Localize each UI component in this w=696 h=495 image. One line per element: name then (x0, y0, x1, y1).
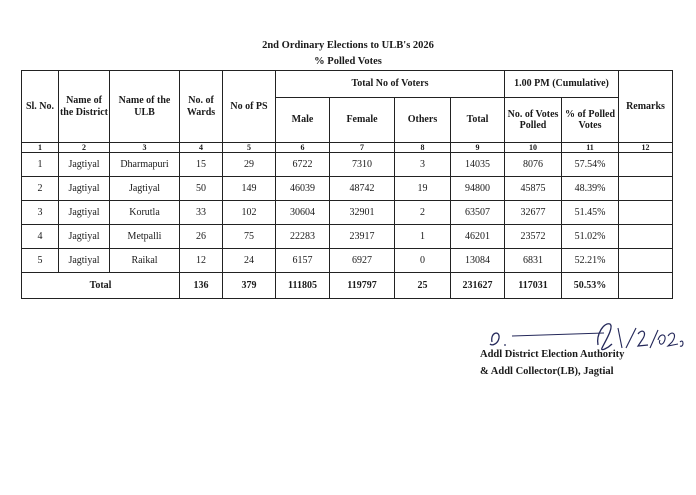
total-wards: 136 (180, 273, 223, 299)
col-group-total-voters: Total No of Voters (276, 71, 505, 98)
totals-label: Total (22, 273, 180, 299)
cell-ps: 149 (223, 177, 276, 201)
cell-male: 46039 (276, 177, 330, 201)
column-number: 9 (451, 143, 505, 153)
cell-votes-polled: 8076 (505, 153, 562, 177)
column-number: 11 (562, 143, 619, 153)
cell-district: Jagtiyal (59, 153, 110, 177)
cell-male: 6722 (276, 153, 330, 177)
col-header-remarks: Remarks (619, 71, 673, 143)
col-header-sl-no: Sl. No. (22, 71, 59, 143)
table-row (22, 249, 673, 273)
cell-wards: 33 (180, 201, 223, 225)
column-number-row (22, 143, 673, 153)
table-row (22, 177, 673, 201)
cell-district: Jagtiyal (59, 201, 110, 225)
cell-others: 0 (395, 249, 451, 273)
col-group-time: 1.00 PM (Cumulative) (505, 71, 619, 98)
cell-pct-polled: 57.54% (562, 153, 619, 177)
cell-votes-polled: 32677 (505, 201, 562, 225)
table-row (22, 225, 673, 249)
column-number: 2 (59, 143, 110, 153)
column-number: 7 (330, 143, 395, 153)
cell-total: 94800 (451, 177, 505, 201)
column-number: 8 (395, 143, 451, 153)
cell-total: 13084 (451, 249, 505, 273)
cell-ps: 24 (223, 249, 276, 273)
total-male: 111805 (276, 273, 330, 299)
cell-male: 22283 (276, 225, 330, 249)
document-subtitle: % Polled Votes (314, 56, 382, 67)
cell-district: Jagtiyal (59, 225, 110, 249)
column-number: 3 (110, 143, 180, 153)
col-header-district: Name of the District (59, 71, 110, 143)
cell-district: Jagtiyal (59, 177, 110, 201)
cell-remarks (619, 153, 673, 177)
cell-pct-polled: 51.02% (562, 225, 619, 249)
table-row (22, 201, 673, 225)
cell-male: 30604 (276, 201, 330, 225)
col-header-ps: No of PS (223, 71, 276, 143)
col-header-male: Male (276, 98, 330, 143)
cell-remarks (619, 225, 673, 249)
cell-pct-polled: 52.21% (562, 249, 619, 273)
cell-female: 7310 (330, 153, 395, 177)
cell-others: 3 (395, 153, 451, 177)
col-header-ulb: Name of the ULB (110, 71, 180, 143)
cell-total: 63507 (451, 201, 505, 225)
cell-remarks (619, 249, 673, 273)
cell-ps: 29 (223, 153, 276, 177)
signatory-title: Addl District Election Authority (480, 349, 625, 360)
column-number: 10 (505, 143, 562, 153)
column-number: 4 (180, 143, 223, 153)
cell-ps: 75 (223, 225, 276, 249)
cell-female: 23917 (330, 225, 395, 249)
total-female: 119797 (330, 273, 395, 299)
col-header-others: Others (395, 98, 451, 143)
total-ps: 379 (223, 273, 276, 299)
cell-ulb: Jagtiyal (110, 177, 180, 201)
totals-row (22, 273, 673, 299)
cell-district: Jagtiyal (59, 249, 110, 273)
cell-ulb: Korutla (110, 201, 180, 225)
total-pct-polled: 50.53% (562, 273, 619, 299)
cell-others: 19 (395, 177, 451, 201)
cell-wards: 12 (180, 249, 223, 273)
cell-female: 6927 (330, 249, 395, 273)
cell-female: 48742 (330, 177, 395, 201)
cell-votes-polled: 23572 (505, 225, 562, 249)
col-header-votes-polled: No. of Votes Polled (505, 98, 562, 143)
cell-ulb: Metpalli (110, 225, 180, 249)
cell-votes-polled: 6831 (505, 249, 562, 273)
col-header-total: Total (451, 98, 505, 143)
cell-wards: 50 (180, 177, 223, 201)
cell-votes-polled: 45875 (505, 177, 562, 201)
column-number: 1 (22, 143, 59, 153)
total-remarks (619, 273, 673, 299)
cell-ps: 102 (223, 201, 276, 225)
polled-votes-table (21, 70, 673, 299)
cell-sl: 1 (22, 153, 59, 177)
cell-others: 1 (395, 225, 451, 249)
cell-pct-polled: 48.39% (562, 177, 619, 201)
cell-total: 14035 (451, 153, 505, 177)
cell-male: 6157 (276, 249, 330, 273)
cell-sl: 4 (22, 225, 59, 249)
cell-pct-polled: 51.45% (562, 201, 619, 225)
cell-ulb: Raikal (110, 249, 180, 273)
cell-wards: 15 (180, 153, 223, 177)
cell-wards: 26 (180, 225, 223, 249)
column-number: 6 (276, 143, 330, 153)
cell-sl: 3 (22, 201, 59, 225)
signatory-subtitle: & Addl Collector(LB), Jagtial (480, 366, 614, 377)
total-voters: 231627 (451, 273, 505, 299)
cell-total: 46201 (451, 225, 505, 249)
signatory-block (480, 346, 624, 380)
cell-remarks (619, 201, 673, 225)
cell-others: 2 (395, 201, 451, 225)
cell-remarks (619, 177, 673, 201)
col-header-wards: No. of Wards (180, 71, 223, 143)
col-header-pct-polled: % of Polled Votes (562, 98, 619, 143)
column-number: 12 (619, 143, 673, 153)
total-votes-polled: 117031 (505, 273, 562, 299)
cell-ulb: Dharmapuri (110, 153, 180, 177)
table-row (22, 153, 673, 177)
cell-sl: 2 (22, 177, 59, 201)
total-others: 25 (395, 273, 451, 299)
document-title: 2nd Ordinary Elections to ULB's 2026 (262, 40, 434, 51)
cell-female: 32901 (330, 201, 395, 225)
col-header-female: Female (330, 98, 395, 143)
cell-sl: 5 (22, 249, 59, 273)
column-number: 5 (223, 143, 276, 153)
